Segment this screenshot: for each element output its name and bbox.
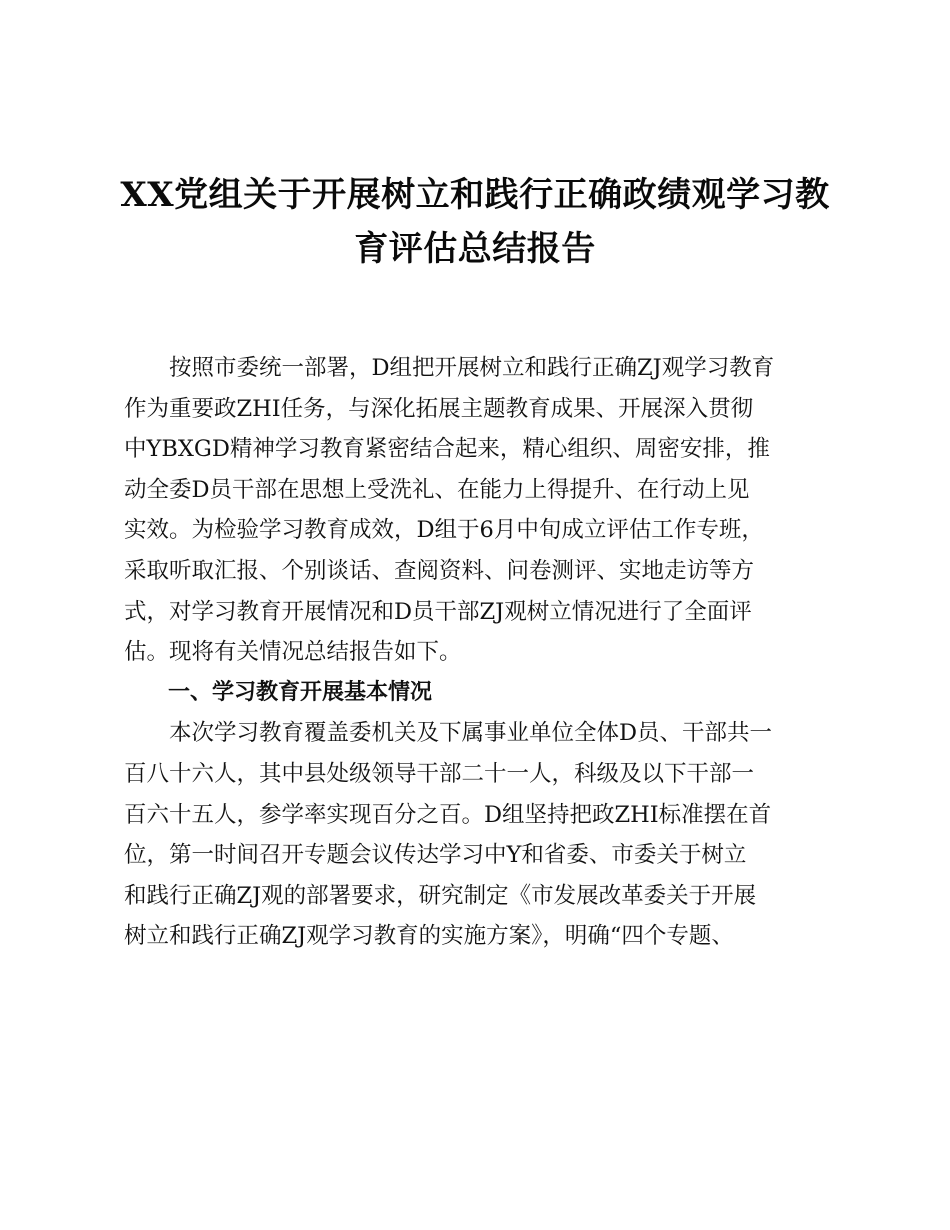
paragraph-line: 树立和践行正确ZJ观学习教育的实施方案》，明确“四个专题、	[124, 923, 734, 950]
document-title	[100, 168, 850, 276]
paragraph-line: 中YBXGD精神学习教育紧密结合起来，精心组织、周密安排，推	[124, 436, 770, 463]
paragraph-intro	[124, 348, 834, 673]
paragraph-line: 和践行正确ZJ观的部署要求，研究制定《市发展改革委关于开展	[124, 882, 757, 909]
section-heading: 一、学习教育开展基本情况	[124, 679, 433, 705]
paragraph-basic-situation	[124, 713, 834, 957]
paragraph-line: 位，第一时间召开专题会议传达学习中Y和省委、市委关于树立	[124, 842, 747, 869]
paragraph-line: 百八十六人，其中县处级领导干部二十一人，科级及以下干部一	[124, 760, 755, 787]
paragraph-line: 作为重要政ZHI任务，与深化拓展主题教育成果、开展深入贯彻	[124, 395, 754, 422]
document-body	[124, 348, 834, 957]
paragraph-line: 实效。为检验学习教育成效，D组于6月中旬成立评估工作专班，	[124, 517, 764, 544]
paragraph-line: 按照市委统一部署，D组把开展树立和践行正确ZJ观学习教育	[124, 355, 775, 381]
title-line-1: XX党组关于开展树立和践行正确政绩观学习教	[120, 175, 830, 215]
paragraph-line: 采取听取汇报、个别谈话、查阅资料、问卷测评、实地走访等方	[124, 557, 755, 584]
paragraph-line: 百六十五人，参学率实现百分之百。D组坚持把政ZHI标准摆在首	[124, 801, 772, 828]
title-line-2: 育评估总结报告	[354, 229, 596, 269]
paragraph-line: 本次学习教育覆盖委机关及下属事业单位全体D员、干部共一	[124, 720, 773, 747]
paragraph-line: 式，对学习教育开展情况和D员干部ZJ观树立情况进行了全面评	[124, 598, 752, 625]
paragraph-line: 动全委D员干部在思想上受洗礼、在能力上得提升、在行动上见	[124, 476, 750, 503]
paragraph-line: 估。现将有关情况总结报告如下。	[124, 639, 462, 666]
